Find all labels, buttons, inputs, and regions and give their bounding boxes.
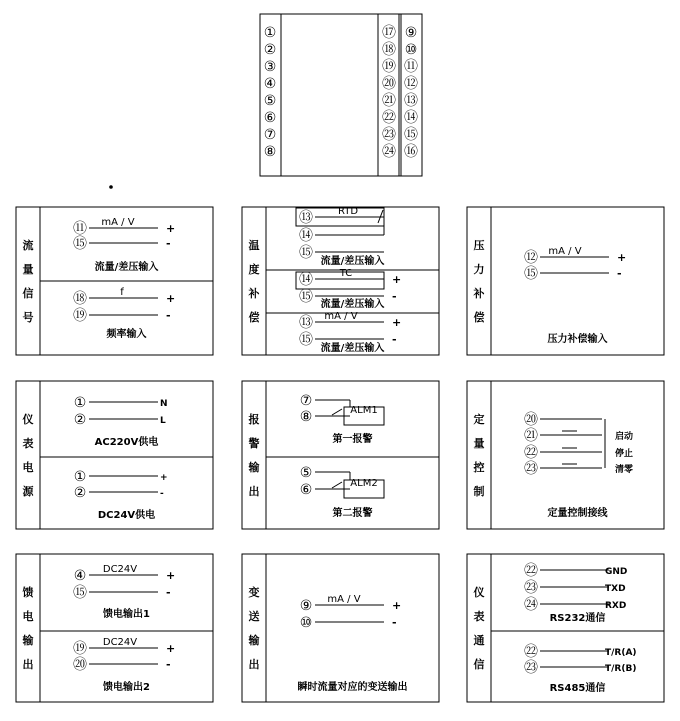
side-label-char: 补 bbox=[473, 287, 485, 300]
terminal-number: ⑥ bbox=[263, 110, 277, 126]
terminal-number: ㉒ bbox=[382, 110, 396, 126]
panel-transmit bbox=[242, 554, 439, 702]
terminal-function: + bbox=[166, 222, 176, 235]
panel-batch bbox=[467, 381, 664, 529]
side-label-char: 仪 bbox=[22, 413, 34, 426]
terminal-function: - bbox=[166, 658, 171, 671]
terminal-function: 清零 bbox=[615, 465, 634, 475]
side-label-char: 力 bbox=[473, 263, 485, 276]
panel-frame bbox=[16, 381, 213, 529]
side-label-char: 温 bbox=[248, 239, 260, 252]
terminal-label: ⑩ bbox=[299, 615, 313, 631]
side-label-char: 出 bbox=[22, 658, 34, 671]
terminal-function: - bbox=[392, 290, 397, 303]
panel-frame bbox=[242, 381, 439, 529]
section-caption: 流量/差压输入 bbox=[320, 256, 385, 267]
terminal-function: + bbox=[392, 599, 402, 612]
signal-label: ALM2 bbox=[350, 478, 378, 489]
dot-mark bbox=[109, 185, 113, 189]
panel-alarm bbox=[242, 381, 439, 529]
terminal-function: + bbox=[392, 316, 402, 329]
terminal-number: ⑳ bbox=[382, 76, 396, 92]
side-label-char: 警 bbox=[248, 437, 260, 450]
panel-frame bbox=[467, 381, 664, 529]
terminal-label: ⑮ bbox=[299, 332, 313, 348]
terminal-number: ⑲ bbox=[382, 59, 396, 75]
terminal-label: ㉒ bbox=[524, 563, 538, 579]
terminal-label: ⑮ bbox=[299, 245, 313, 261]
terminal-number: ① bbox=[263, 25, 277, 41]
panel-frame bbox=[242, 554, 439, 702]
section-caption: 馈电输出1 bbox=[103, 609, 150, 620]
side-label-char: 控 bbox=[473, 461, 485, 474]
panels bbox=[16, 206, 664, 702]
terminal-label: ⑤ bbox=[299, 465, 313, 481]
terminal-number: ⑤ bbox=[263, 93, 277, 109]
terminal-label: ⑭ bbox=[299, 272, 313, 288]
terminal-function: TXD bbox=[605, 584, 626, 594]
terminal-function: + bbox=[617, 251, 627, 264]
side-label-char: 流 bbox=[22, 239, 34, 252]
side-label-char: 出 bbox=[248, 658, 260, 671]
terminal-label: ⑳ bbox=[73, 657, 87, 673]
terminal-label: ⑬ bbox=[299, 210, 313, 226]
section-caption: AC220V供电 bbox=[94, 437, 159, 448]
panel-frame bbox=[467, 207, 664, 355]
side-label-char: 电 bbox=[22, 610, 34, 623]
side-label-char: 定 bbox=[473, 413, 485, 426]
terminal-function: + bbox=[166, 569, 176, 582]
terminal-number: ⑱ bbox=[382, 42, 396, 58]
terminal-number: ⑩ bbox=[404, 42, 418, 58]
terminal-number: ② bbox=[263, 42, 277, 58]
terminal-number: ㉔ bbox=[382, 144, 396, 160]
panel-feed bbox=[16, 554, 213, 702]
alarm-contact bbox=[332, 409, 342, 415]
side-label-char: 制 bbox=[473, 485, 485, 498]
terminal-label: ⑱ bbox=[73, 291, 87, 307]
terminal-function: N bbox=[160, 399, 168, 409]
terminal-label: ⑮ bbox=[73, 585, 87, 601]
side-label-char: 输 bbox=[248, 461, 260, 474]
terminal-label: ㉓ bbox=[524, 580, 538, 596]
terminal-function: - bbox=[392, 616, 397, 629]
side-label-char: 补 bbox=[248, 287, 260, 300]
terminal-function: + bbox=[166, 642, 176, 655]
side-label-char: 通 bbox=[473, 634, 485, 647]
terminal-number: ㉓ bbox=[382, 127, 396, 143]
section-caption: RS232通信 bbox=[549, 613, 606, 624]
side-label-char: 变 bbox=[248, 586, 260, 599]
side-label-char: 输 bbox=[22, 634, 34, 647]
terminal-label: ㉓ bbox=[524, 660, 538, 676]
terminal-numbers bbox=[264, 25, 418, 160]
signal-label: DC24V bbox=[102, 564, 138, 575]
terminal-number: ⑫ bbox=[404, 76, 418, 92]
terminal-function: - bbox=[166, 309, 171, 322]
section-caption: 馈电输出2 bbox=[103, 682, 150, 693]
terminal-number: ⑦ bbox=[263, 127, 277, 143]
terminal-number: ⑭ bbox=[404, 110, 418, 126]
side-label-char: 量 bbox=[22, 263, 34, 276]
section-caption: 第一报警 bbox=[332, 434, 373, 445]
terminal-label: ⑬ bbox=[299, 315, 313, 331]
side-label-char: 压 bbox=[473, 239, 485, 252]
terminal-label: ㉑ bbox=[524, 428, 538, 444]
section-caption: 压力补偿输入 bbox=[547, 334, 608, 345]
side-label-char: 度 bbox=[248, 263, 260, 276]
terminal-function: - bbox=[166, 586, 171, 599]
terminal-function: + bbox=[160, 473, 168, 483]
terminal-label: ② bbox=[73, 412, 87, 428]
terminal-label: ⑨ bbox=[299, 598, 313, 614]
terminal-function: 启动 bbox=[615, 432, 634, 442]
side-label-char: 出 bbox=[248, 485, 260, 498]
section-caption: 频率输入 bbox=[106, 329, 147, 340]
terminal-block-frame bbox=[260, 14, 422, 176]
side-label-char: 报 bbox=[248, 413, 260, 426]
section-caption: 瞬时流量对应的变送输出 bbox=[297, 682, 408, 693]
terminal-function: L bbox=[160, 416, 166, 426]
alarm-contact bbox=[332, 482, 342, 488]
terminal-label: ① bbox=[73, 395, 87, 411]
terminal-number: ③ bbox=[263, 59, 277, 75]
terminal-number: ⑪ bbox=[404, 59, 418, 75]
terminal-function: - bbox=[160, 489, 164, 499]
terminal-label: ㉔ bbox=[524, 597, 538, 613]
section-caption: 流量/差压输入 bbox=[94, 262, 159, 273]
section-caption: 定量控制接线 bbox=[547, 508, 608, 519]
terminal-label: ⑪ bbox=[73, 221, 87, 237]
section-caption: RS485通信 bbox=[549, 683, 606, 694]
signal-label: f bbox=[120, 287, 124, 298]
side-label-char: 偿 bbox=[248, 311, 260, 324]
terminal-label: ⑮ bbox=[524, 266, 538, 282]
terminal-function: 停止 bbox=[615, 449, 634, 459]
terminal-label: ⑧ bbox=[299, 409, 313, 425]
terminal-number: ㉑ bbox=[382, 93, 396, 109]
side-label-char: 信 bbox=[473, 658, 485, 671]
side-label-char: 送 bbox=[248, 610, 260, 623]
terminal-function: + bbox=[166, 292, 176, 305]
terminal-function: - bbox=[392, 333, 397, 346]
side-label-char: 输 bbox=[248, 634, 260, 647]
side-label-char: 号 bbox=[22, 311, 34, 324]
signal-label: DC24V bbox=[102, 637, 138, 648]
section-caption: 流量/差压输入 bbox=[320, 299, 385, 310]
terminal-number: ⑮ bbox=[404, 127, 418, 143]
terminal-number: ⑬ bbox=[404, 93, 418, 109]
terminal-function: + bbox=[392, 273, 402, 286]
terminal-label: ⑮ bbox=[299, 289, 313, 305]
terminal-function: T/R(A) bbox=[605, 648, 637, 658]
terminal-label: ④ bbox=[73, 568, 87, 584]
side-label-char: 表 bbox=[473, 610, 485, 623]
terminal-label: ㉓ bbox=[524, 461, 538, 477]
terminal-label: ② bbox=[73, 485, 87, 501]
terminal-label: ㉒ bbox=[524, 644, 538, 660]
terminal-label: ① bbox=[73, 469, 87, 485]
signal-label: mA / V bbox=[324, 311, 358, 322]
side-label-char: 偿 bbox=[473, 311, 485, 324]
terminal-number: ⑰ bbox=[382, 25, 396, 41]
side-label-char: 表 bbox=[22, 437, 34, 450]
terminal-label: ⑥ bbox=[299, 482, 313, 498]
side-label-char: 量 bbox=[473, 437, 485, 450]
signal-label: TC bbox=[339, 268, 353, 279]
terminal-function: - bbox=[617, 267, 622, 280]
panel-comm bbox=[467, 554, 664, 702]
panel-power bbox=[16, 381, 213, 529]
panel-frame bbox=[242, 207, 439, 355]
panel-pressure-comp bbox=[467, 207, 664, 355]
terminal-number: ⑨ bbox=[404, 25, 418, 41]
terminal-label: ⑳ bbox=[524, 412, 538, 428]
section-caption: DC24V供电 bbox=[97, 510, 156, 521]
panel-temp-comp bbox=[242, 206, 439, 355]
terminal-label: ⑦ bbox=[299, 393, 313, 409]
terminal-label: ㉒ bbox=[524, 445, 538, 461]
signal-label: ALM1 bbox=[350, 405, 378, 416]
terminal-function: - bbox=[166, 237, 171, 250]
signal-label: mA / V bbox=[548, 246, 582, 257]
signal-label: RTD bbox=[337, 206, 359, 217]
signal-label: mA / V bbox=[101, 217, 135, 228]
terminal-function: GND bbox=[605, 567, 628, 577]
terminal-label: ⑲ bbox=[73, 308, 87, 324]
section-caption: 流量/差压输入 bbox=[320, 343, 385, 354]
side-label-char: 馈 bbox=[22, 586, 34, 599]
side-label-char: 源 bbox=[22, 485, 34, 498]
signal-label: mA / V bbox=[327, 594, 361, 605]
panel-frame bbox=[467, 554, 664, 702]
terminal-label: ⑫ bbox=[524, 250, 538, 266]
terminal-number: ⑯ bbox=[404, 144, 418, 160]
terminal-label: ⑭ bbox=[299, 228, 313, 244]
panel-frame bbox=[16, 554, 213, 702]
terminal-label: ⑮ bbox=[73, 236, 87, 252]
terminal-function: RXD bbox=[605, 601, 627, 611]
terminal-number: ⑧ bbox=[263, 144, 277, 160]
panel-flow-signal bbox=[16, 207, 213, 355]
side-label-char: 仪 bbox=[473, 586, 485, 599]
side-label-char: 电 bbox=[22, 461, 34, 474]
terminal-number: ④ bbox=[263, 76, 277, 92]
section-caption: 第二报警 bbox=[332, 508, 373, 519]
terminal-function: T/R(B) bbox=[605, 664, 637, 674]
terminal-block bbox=[260, 14, 422, 176]
terminal-label: ⑲ bbox=[73, 641, 87, 657]
side-label-char: 信 bbox=[22, 287, 34, 300]
